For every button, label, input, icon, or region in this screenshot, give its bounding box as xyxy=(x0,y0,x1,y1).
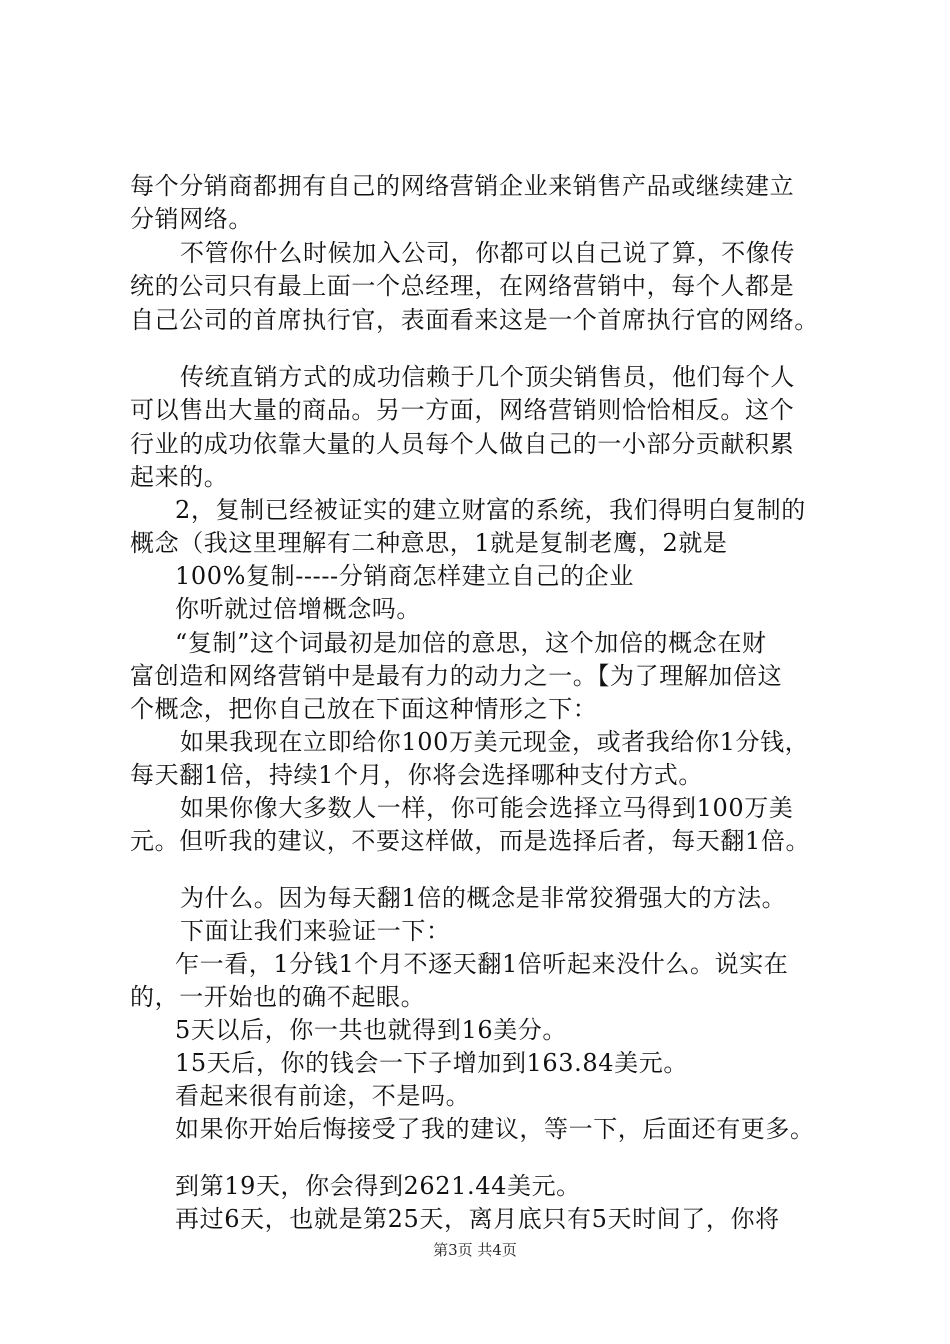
text-line: 起来的。 xyxy=(130,463,229,491)
text-line: 15天后，你的钱会一下子增加到163.84美元。 xyxy=(175,1049,688,1077)
text-line: 再过6天，也就是第25天，离月底只有5天时间了，你将 xyxy=(175,1205,780,1233)
text-line: 每个分销商都拥有自己的网络营销企业来销售产品或继续建立 xyxy=(130,172,795,200)
text-line: 行业的成功依靠大量的人员每个人做自己的一小部分贡献积累 xyxy=(130,430,795,458)
text-line: 概念（我这里理解有二种意思，1就是复制老鹰，2就是 xyxy=(130,529,728,557)
text-line: 你听就过倍增概念吗。 xyxy=(175,595,421,623)
text-line: 看起来很有前途，不是吗。 xyxy=(175,1082,471,1110)
text-line: 元。但听我的建议，不要这样做，而是选择后者，每天翻1倍。 xyxy=(130,827,811,855)
text-line: 不管你什么时候加入公司，你都可以自己说了算，不像传 xyxy=(180,239,795,267)
text-line: 富创造和网络营销中是最有力的动力之一。【为了理解加倍这 xyxy=(130,662,783,690)
text-line: 乍一看，1分钱1个月不逐天翻1倍听起来没什么。说实在 xyxy=(175,950,789,978)
text-line: 5天以后，你一共也就得到16美分。 xyxy=(175,1016,568,1044)
text-line: “复制”这个词最初是加倍的意思，这个加倍的概念在财 xyxy=(175,629,767,657)
text-line: 2，复制已经被证实的建立财富的系统，我们得明白复制的 xyxy=(175,496,806,524)
text-line: 如果你开始后悔接受了我的建议，等一下，后面还有更多。 xyxy=(175,1115,815,1143)
text-line: 为什么。因为每天翻1倍的概念是非常狡猾强大的方法。 xyxy=(180,884,787,912)
text-line: 到第19天，你会得到2621.44美元。 xyxy=(175,1172,581,1200)
text-line: 下面让我们来验证一下： xyxy=(180,917,451,945)
text-line: 如果你像大多数人一样，你可能会选择立马得到100万美 xyxy=(180,794,794,822)
text-line: 传统直销方式的成功信赖于几个顶尖销售员，他们每个人 xyxy=(180,363,795,391)
text-line: 的，一开始也的确不起眼。 xyxy=(130,983,426,1011)
text-line: 分销网络。 xyxy=(130,205,253,233)
text-line: 自己公司的首席执行官，表面看来这是一个首席执行官的网络。 xyxy=(130,306,819,334)
text-line: 个概念，把你自己放在下面这种情形之下： xyxy=(130,695,598,723)
text-line: 100%复制-----分销商怎样建立自己的企业 xyxy=(175,562,634,590)
text-line: 可以售出大量的商品。另一方面，网络营销则恰恰相反。这个 xyxy=(130,396,795,424)
text-line: 统的公司只有最上面一个总经理，在网络营销中，每个人都是 xyxy=(130,272,795,300)
text-line: 如果我现在立即给你100万美元现金，或者我给你1分钱， xyxy=(180,728,810,756)
page-footer: 第3页 共4页 xyxy=(433,1241,517,1259)
text-line: 每天翻1倍，持续1个月，你将会选择哪种支付方式。 xyxy=(130,761,703,789)
